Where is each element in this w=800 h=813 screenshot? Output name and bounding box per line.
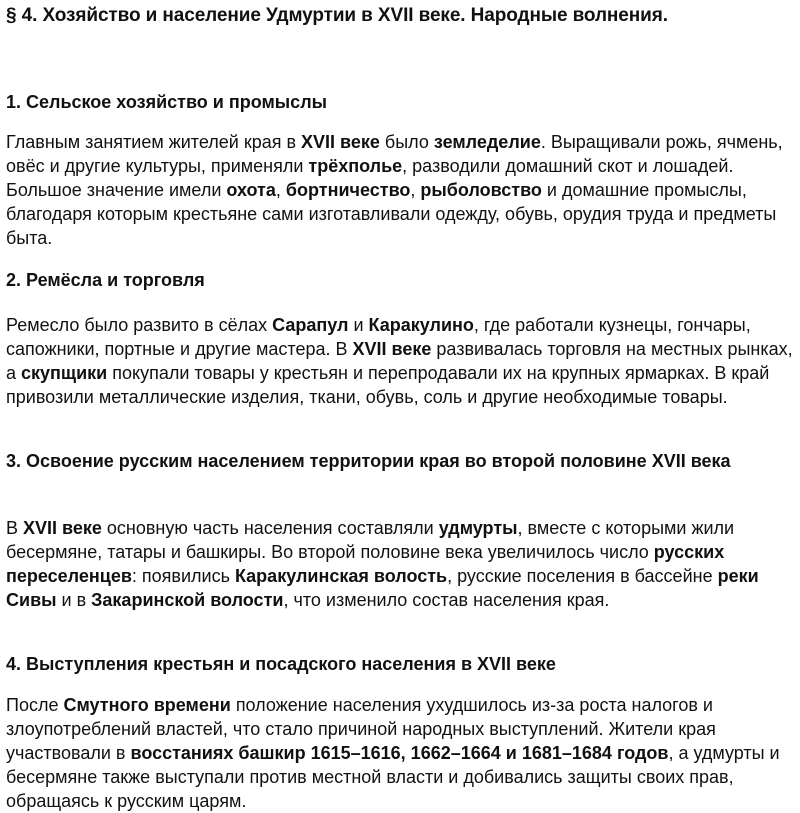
bold-term: охота xyxy=(226,180,276,200)
text-run: было xyxy=(379,132,434,152)
bold-term: бортничество xyxy=(285,180,411,200)
text-run: и в xyxy=(56,590,92,610)
text-run: : появились xyxy=(131,566,235,586)
text-run: основную часть населения составляли xyxy=(101,518,439,538)
bold-term: Закаринской волости xyxy=(91,590,284,610)
bold-term: Каракулино xyxy=(368,315,474,335)
text-run: покупали товары у крестьян и перепродавали их на крупных ярмарках. В край привозили металлические изделия, ткани, обувь, соль и другие необходимые товары. xyxy=(6,363,770,407)
section-paragraph-agriculture xyxy=(6,130,798,250)
section-paragraph-peasant-uprisings xyxy=(6,693,798,813)
bold-term: XVII веке xyxy=(301,132,380,152)
text-run: Главным занятием жителей края в xyxy=(6,132,302,152)
bold-term: трёхполье xyxy=(308,156,403,176)
text-run: и домашние промыслы, благодаря которым крестьяне сами изготавливали одежду, обувь, орудия труда и предметы быта. xyxy=(6,180,777,248)
bold-term: удмурты xyxy=(438,518,518,538)
page-title: § 4. Хозяйство и население Удмуртии в XVII веке. Народные волнения. xyxy=(6,5,668,26)
text-run: Ремесло было развито в сёлах xyxy=(6,315,273,335)
text-run: , вместе с которыми жили бесермяне, татары и башкиры. Во второй половине века увеличилось число xyxy=(6,518,735,562)
text-run: , а удмурты и бесермяне также выступали против местной власти и добивались защиты своих прав, обращаясь к русским царям. xyxy=(6,743,780,811)
bold-term: Каракулинская волость xyxy=(234,566,448,586)
bold-term: XVII веке xyxy=(23,518,102,538)
bold-term: Сарапул xyxy=(272,315,349,335)
text-run: , xyxy=(275,180,286,200)
bold-term: реки Сивы xyxy=(6,566,759,610)
bold-term: восстаниях башкир 1615–1616, 1662–1664 и 1681–1684 годов xyxy=(130,743,669,763)
text-run: После xyxy=(6,695,64,715)
text-run: , где работали кузнецы, гончары, сапожники, портные и другие мастера. В xyxy=(6,315,751,359)
bold-term: земледелие xyxy=(433,132,541,152)
bold-term: русских переселенцев xyxy=(6,542,725,586)
bold-term: XVII веке xyxy=(352,339,432,359)
text-run: развивалась торговля на местных рынках, а xyxy=(6,339,793,383)
section-heading-peasant-uprisings: 4. Выступления крестьян и посадского населения в XVII веке xyxy=(6,654,556,674)
text-run: , что изменило состав населения края. xyxy=(283,590,610,610)
text-run: , русские поселения в бассейне xyxy=(447,566,718,586)
text-run: и xyxy=(348,315,369,335)
text-run: В xyxy=(6,518,24,538)
section-paragraph-crafts-trade xyxy=(6,313,798,409)
text-run: , разводили домашний скот и лошадей. Большое значение имели xyxy=(6,156,734,200)
bold-term: рыболовство xyxy=(420,180,542,200)
section-paragraph-russian-settlement xyxy=(6,516,798,612)
section-heading-crafts-trade: 2. Ремёсла и торговля xyxy=(6,270,205,290)
text-run: , xyxy=(410,180,421,200)
section-heading-russian-settlement: 3. Освоение русским населением территории края во второй половине XVII века xyxy=(6,451,731,471)
section-heading-agriculture: 1. Сельское хозяйство и промыслы xyxy=(6,92,327,112)
text-run: положение населения ухудшилось из-за роста налогов и злоупотреблений властей, что стало причиной народных выступлений. Жители края участвовали в xyxy=(6,695,716,763)
text-run: . Выращивали рожь, ячмень, овёс и другие культуры, применяли xyxy=(6,132,783,176)
bold-term: скупщики xyxy=(21,363,108,383)
bold-term: Смутного времени xyxy=(63,695,231,715)
